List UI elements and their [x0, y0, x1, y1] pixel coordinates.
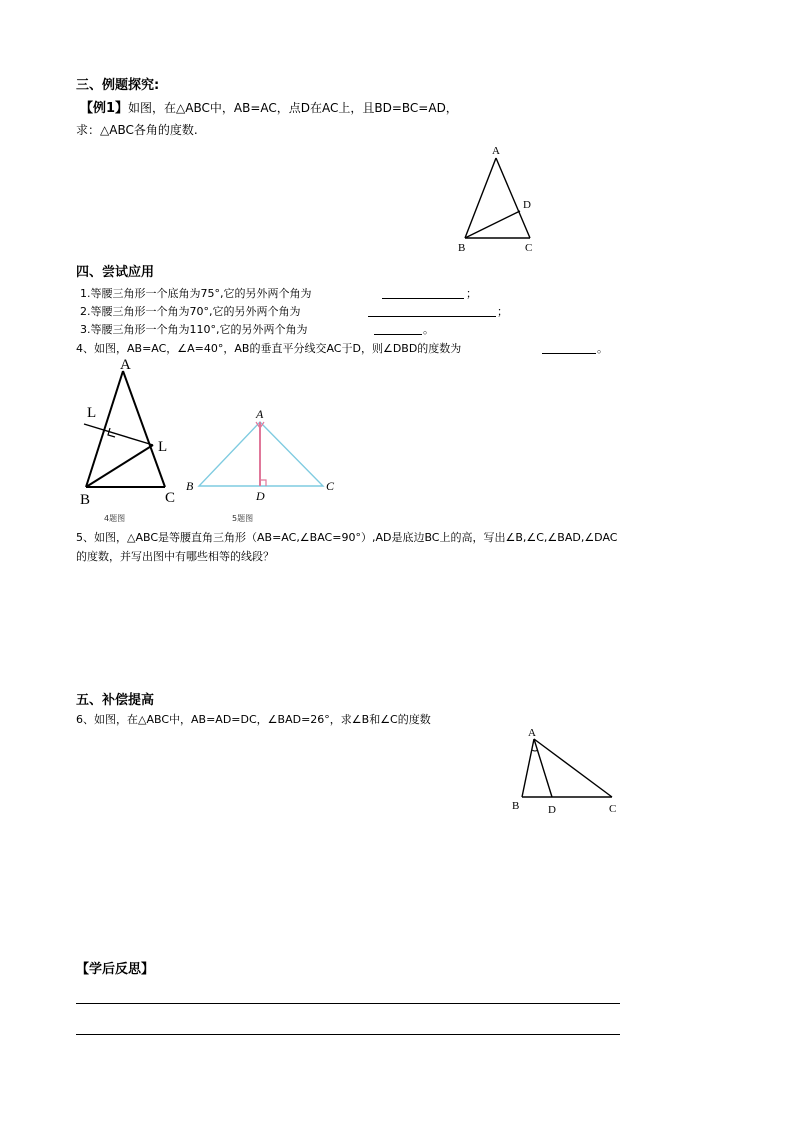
reflection-line-1[interactable]: [76, 1003, 620, 1004]
caption-figure-5: 5题图: [232, 514, 254, 523]
fig1-label-a: A: [492, 145, 500, 157]
fig4-label-l2: L: [158, 439, 168, 455]
answer-blank-1[interactable]: [382, 298, 464, 299]
fig4-label-c: C: [165, 490, 176, 506]
question-1-text: 1.等腰三角形一个底角为75°,它的另外两个角为: [80, 287, 312, 300]
answer-blank-4[interactable]: [542, 353, 596, 354]
question-5-line-2: 的度数，并写出图中有哪些相等的线段？: [76, 550, 274, 563]
fig4-side-ab: [86, 371, 123, 487]
fig6-label-a: A: [528, 727, 536, 739]
fig1-label-b: B: [458, 242, 466, 254]
question-1: [80, 286, 312, 302]
fig6-label-d: D: [548, 804, 556, 816]
reflection-line-2[interactable]: [76, 1034, 620, 1035]
reflection-title: 【学后反思】: [76, 962, 155, 977]
example-tag: 【例1】: [80, 101, 129, 116]
figure-question-4: [80, 355, 190, 508]
fig5-label-a: A: [256, 407, 264, 421]
figure-question-5: [186, 400, 346, 505]
question-3: [80, 322, 308, 338]
section-3-title: 三、例题探究:: [76, 78, 160, 93]
fig5-label-b: B: [186, 479, 194, 493]
caption-figure-4: 4题图: [104, 514, 126, 523]
fig6-label-c: C: [609, 803, 617, 815]
fig6-segment-ad: [534, 739, 552, 797]
example-1: [80, 100, 458, 117]
answer-blank-2[interactable]: [368, 316, 496, 317]
fig5-label-c: C: [326, 479, 335, 493]
fig5-label-d: D: [256, 489, 265, 503]
section-5-title: 五、补偿提高: [76, 693, 155, 708]
section-4-title: 四、尝试应用: [76, 265, 155, 280]
fig4-label-b: B: [80, 492, 91, 508]
question-6: 6、如图，在△ABC中，AB=AD=DC，∠BAD=26°，求∠B和∠C的度数: [76, 713, 431, 726]
fig4-label-a: A: [120, 357, 131, 373]
example-line-1: 如图，在△ABC中，AB=AC，点D在AC上，且BD=BC=AD，: [128, 101, 458, 115]
fig4-segment-bd: [86, 445, 153, 487]
figure-question-6: [508, 722, 628, 822]
fig6-side-ac: [534, 739, 612, 797]
fig1-label-d: D: [523, 199, 531, 211]
fig1-label-c: C: [525, 242, 533, 254]
answer-blank-3[interactable]: [374, 334, 422, 335]
question-3-end: 。: [423, 323, 434, 336]
question-4-end: 。: [597, 342, 608, 355]
example-line-2: 求：△ABC各角的度数.: [76, 123, 198, 137]
question-5-line-1: 5、如图，△ABC是等腰直角三角形（AB=AC,∠BAC=90°）,AD是底边BC上的高，写出∠B,∠C,∠BAD,∠DAC: [76, 531, 618, 544]
fig4-side-ac: [123, 371, 168, 487]
question-2-text: 2.等腰三角形一个角为70°,它的另外两个角为: [80, 305, 301, 318]
question-2-end: ；: [497, 305, 508, 318]
fig1-side-ac: [496, 158, 530, 238]
question-1-end: ；: [466, 287, 477, 300]
fig4-label-l1: L: [87, 405, 97, 421]
fig6-label-b: B: [512, 800, 520, 812]
question-4-text: 4、如图，AB=AC，∠A=40°，AB的垂直平分线交AC于D，则∠DBD的度数为: [76, 342, 462, 355]
question-3-text: 3.等腰三角形一个角为110°,它的另外两个角为: [80, 323, 308, 336]
fig6-angle-mark: [532, 750, 538, 751]
fig1-side-ab: [465, 158, 496, 238]
question-2: [80, 304, 301, 320]
figure-example-1: [455, 140, 555, 255]
fig6-side-ab: [522, 739, 534, 797]
